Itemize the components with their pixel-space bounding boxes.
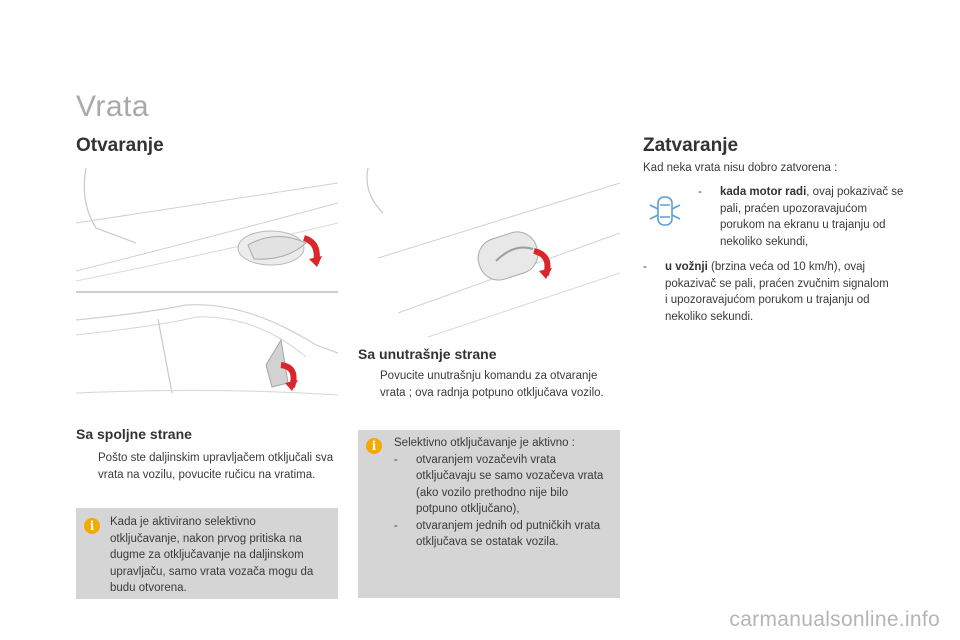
info-inside-content xyxy=(394,435,612,551)
info-inside-item-text: otvaranjem jednih od putničkih vrata otključava se ostatak vozila. xyxy=(416,519,601,548)
inside-bullet-text: Povucite unutrašnju komandu za otvaranje vrata ; ova radnja potpuno otključava vozilo. xyxy=(380,370,604,399)
door-handle-outside-illustration xyxy=(76,163,338,293)
outside-handle-drawing xyxy=(76,163,338,291)
closing-item-engine-bold: kada motor radi xyxy=(720,186,807,198)
section-heading-closing: Zatvaranje xyxy=(643,135,739,156)
closing-item-driving-rest: (brzina veća od 10 km/h), ovaj pokazivač se pali, praćen zvučnim signalom i upozoravajućom porukom u trajanju od nekoliko sekundi. xyxy=(665,261,889,323)
dash-marker: - xyxy=(643,261,647,273)
info-icon: i xyxy=(366,438,382,454)
dash-marker: - xyxy=(394,519,398,532)
info-inside-intro: Selektivno otključavanje je aktivno : xyxy=(394,437,575,449)
closing-item-driving-bold: u vožnji xyxy=(665,261,708,273)
door-handle-inside-illustration xyxy=(358,163,620,337)
info-icon: i xyxy=(84,518,100,534)
side-view-drawing xyxy=(76,295,338,417)
bullet-marker xyxy=(358,368,372,401)
info-box-inside xyxy=(358,430,620,598)
page-title: Vrata xyxy=(76,90,150,123)
section-heading-opening: Otvaranje xyxy=(76,135,164,156)
outside-bullet-text: Pošto ste daljinskim upravljačem otključali sva vrata na vozilu, povucite ručicu na vratima. xyxy=(98,452,334,481)
info-box-outside xyxy=(76,508,338,599)
closing-intro: Kad neka vrata nisu dobro zatvorena : xyxy=(643,162,838,174)
door-side-view-illustration xyxy=(76,295,338,417)
info-inside-item xyxy=(394,452,612,518)
car-door-open-icon xyxy=(645,193,685,229)
inside-bullet xyxy=(358,368,620,401)
dash-marker: - xyxy=(698,186,702,198)
closing-item-engine xyxy=(698,184,908,250)
closing-item-engine-text xyxy=(720,184,908,250)
dash-marker: - xyxy=(394,453,398,466)
info-outside-text: Kada je aktivirano selektivno otključavanje, nakon prvog pritiska na dugme za otključavanje na daljinskom upravljaču, samo vrata vozača mogu da budu otvorena. xyxy=(110,516,314,594)
outside-bullet xyxy=(76,450,338,483)
inside-handle-drawing xyxy=(358,163,620,337)
info-inside-item-text: otvaranjem vozačevih vrata otključavaju se samo vozačeva vrata (ako vozilo prethodno nije bilo potpuno otključano), xyxy=(416,453,604,515)
watermark: carmanualsonline.info xyxy=(729,608,940,631)
closing-item-engine-rest: , ovaj pokazivač se pali, praćen upozoravajućom porukom na ekranu u trajanju od nekoliko sekundi, xyxy=(720,186,904,248)
info-inside-item xyxy=(394,518,612,551)
door-open-warning-icon xyxy=(645,193,685,229)
closing-item-driving xyxy=(643,259,893,325)
closing-item-driving-text xyxy=(665,259,893,325)
subheading-inside: Sa unutrašnje strane xyxy=(358,346,497,362)
subheading-outside: Sa spoljne strane xyxy=(76,426,192,442)
bullet-marker xyxy=(76,450,90,483)
